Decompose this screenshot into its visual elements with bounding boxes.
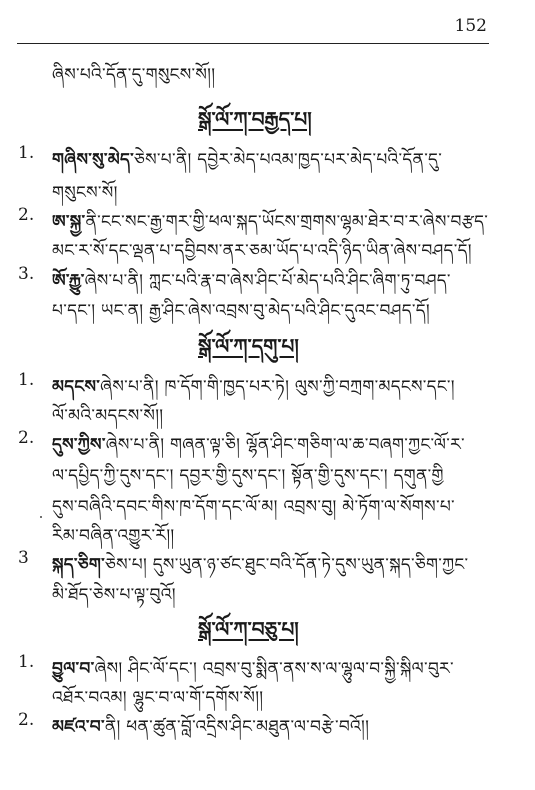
- section-heading-9: སྒོ་ལོ་ཀ་དགུ་པ།: [198, 334, 299, 358]
- item-number: 3.: [18, 264, 35, 284]
- item-number: 2.: [18, 428, 35, 448]
- item-text: ནི་ངང་སང་རྒྱ་གར་གྱི་ཕལ་སྐད་ཡོངས་གྲགས་ལྷམ་ཐེར་བ་ར་ཞེས་བརྩད་: [85, 212, 489, 232]
- item-text: ཞེས་པ་ནི། ཁ་དོག་གི་ཁྱད་པར་ཏེ། ལུས་ཀྱི་བཀྲག་མདངས་དང་།: [100, 377, 455, 397]
- item-number: 2.: [18, 205, 35, 225]
- item-line: མི་ཐོད་ཅེས་པ་ལྟ་བུའོ།: [52, 585, 176, 605]
- item-text: ཞེས། ཤིང་ལོ་དང་། འབྲས་བུ་སྨིན་ནས་ས་ལ་ལྷུལ་བ་སྐྱི་སྐིལ་བུར་: [94, 659, 454, 679]
- item-line: པ་དང་། ཡང་ན། རྒྱ་ཤིང་ཞེས་འབྲས་བུ་མེད་པའི་ཤིང་དུའང་བཤད་དོ།: [52, 301, 430, 321]
- item-text: ཅེས་པ་ནི། དབྱེར་མེད་པའམ་ཁྱད་པར་མེད་པའི་དོན་དུ་: [134, 150, 443, 170]
- item-number: 2.: [18, 710, 35, 730]
- page-number: 152: [454, 16, 487, 36]
- item-line: མང་ར་སོ་དང་ལྡན་པ་དབྱིབས་ནར་ཅམ་ཡོད་པ་འདི་ཉིད་ཡིན་ཞེས་བཤད་དོ།: [52, 241, 472, 261]
- stray-mark: [40, 516, 42, 518]
- item-line: ལ་དཔྱིད་ཀྱི་དུས་དང་། དབྱར་གྱི་དུས་དང་། སྟོན་གྱི་དུས་དང་། དགུན་གྱི: [52, 466, 444, 486]
- item-number: 3: [18, 548, 29, 568]
- item-line: [52, 707, 369, 755]
- intro-line: ཞིས་པའི་དོན་དུ་གསུངས་སོ།།: [52, 65, 216, 85]
- item-number: 1.: [18, 652, 35, 672]
- section-heading-8: སྒོ་ལོ་ཀ་བརྒྱད་པ།: [198, 107, 312, 131]
- item-term: དུས་ཀྱིས་: [52, 435, 106, 455]
- item-text: ཞེས་པ་ནི། ཀླང་པའི་རྣ་བ་ཞེས་ཤིང་པོ་མེད་པའི་ཤིང་ཞིག་ཏུ་བཤད་: [84, 271, 451, 291]
- item-number: 1.: [18, 143, 35, 163]
- item-term: ཨ་སྐྱ་: [52, 212, 86, 232]
- item-term: གཞིས་སུ་མེད་: [52, 150, 135, 170]
- item-line: རིམ་བཞིན་འགྱུར་རོ།།: [52, 526, 175, 546]
- item-text: ཞེས་པ་ནི། གཞན་ལྟ་ཅི། ལྷོན་ཤིང་གཅིག་ལ་ཆ་བཞག་ཀྱང་ལོ་ར་: [105, 435, 465, 455]
- item-term: བྱུལ་བ་: [52, 659, 95, 679]
- item-line: དུས་བཞིའི་དབང་གིས་ཁ་དོག་དང་ལོ་མ། འབྲས་བུ། མེ་ཏོག་ལ་སོགས་པ་: [52, 497, 455, 517]
- item-term: སྐད་ཅིག་: [52, 555, 106, 575]
- item-term: མཛའ་བ་: [52, 717, 105, 737]
- item-text: ནི། ཕན་ཚུན་བློ་འདྲིས་ཤིང་མཐུན་ལ་བརྩེ་བའོ།།: [104, 717, 370, 737]
- item-number: 1.: [18, 370, 35, 390]
- item-text: ཅེས་པ། དུས་ཡུན་ཉ་ཙང་ཐུང་བའི་དོན་ཏེ་དུས་ཡུན་སྐད་ཅིག་ཀྱང་: [105, 555, 469, 575]
- item-line: གསུངས་སོ།: [52, 183, 118, 203]
- item-line: ལོ་མའི་མདངས་སོ།།: [52, 406, 164, 426]
- item-line: འཐོར་བའམ། ལྷུང་བ་ལ་གོ་དགོས་སོ།།: [52, 688, 264, 708]
- header-rule: [17, 43, 489, 44]
- item-term: མདངས་: [52, 377, 101, 397]
- item-term: ཨོ་རྐྱུ་: [52, 271, 85, 291]
- section-heading-10: སྒོ་ལོ་ཀ་བཅུ་པ།: [198, 617, 299, 641]
